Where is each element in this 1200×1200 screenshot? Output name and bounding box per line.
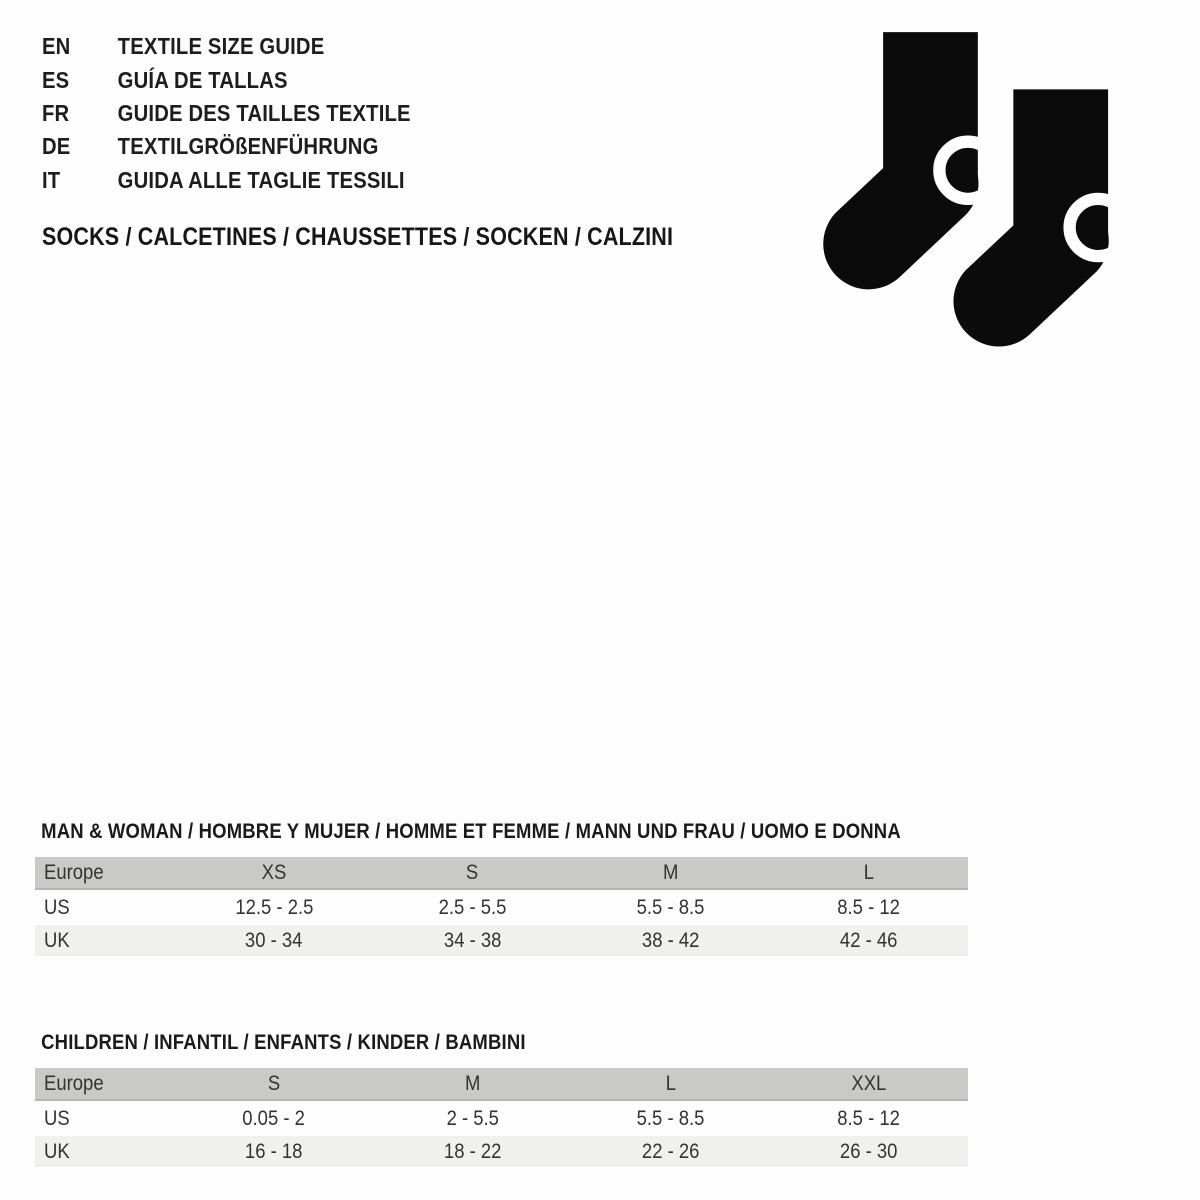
guide-title-it: GUIDA ALLE TAGLIE TESSILI xyxy=(117,166,405,193)
table-row-us xyxy=(35,892,968,923)
column-header-region: Europe xyxy=(44,1071,104,1095)
category-title: SOCKS / CALCETINES / CHAUSSETTES / SOCKEN / CALZINI xyxy=(42,223,674,251)
language-code: EN xyxy=(42,33,71,60)
column-header-region: Europe xyxy=(44,860,104,884)
row-label: UK xyxy=(44,1139,70,1163)
table-row-us xyxy=(35,1103,968,1134)
table-row-uk xyxy=(35,1136,968,1167)
size-value: 26 - 30 xyxy=(840,1139,898,1163)
size-value: 12.5 - 2.5 xyxy=(235,895,314,919)
language-code: IT xyxy=(42,166,61,193)
guide-title-en: TEXTILE SIZE GUIDE xyxy=(117,33,325,60)
size-value: 18 - 22 xyxy=(443,1139,502,1163)
language-row-fr xyxy=(42,97,411,130)
language-row-en xyxy=(42,30,411,63)
sock-left xyxy=(823,32,996,289)
size-value: 0.05 - 2 xyxy=(242,1106,306,1130)
row-label: UK xyxy=(44,928,70,952)
children-size-table xyxy=(35,1031,968,1169)
size-value: 8.5 - 12 xyxy=(837,895,901,919)
column-header-size: L xyxy=(665,1071,676,1095)
language-row-es xyxy=(42,63,411,96)
language-code: DE xyxy=(42,133,71,160)
size-value: 16 - 18 xyxy=(245,1139,303,1163)
size-value: 5.5 - 8.5 xyxy=(636,895,705,919)
guide-title-es: GUÍA DE TALLAS xyxy=(117,66,288,93)
size-value: 34 - 38 xyxy=(443,928,502,952)
adults-table-header-row xyxy=(35,857,968,890)
column-header-size: S xyxy=(267,1071,281,1095)
adults-table-title: MAN & WOMAN / HOMBRE Y MUJER / HOMME ET FEMME / MANN UND FRAU / UOMO E DONNA xyxy=(41,820,901,843)
language-code: ES xyxy=(42,66,70,93)
adults-size-table xyxy=(35,820,968,958)
socks-icon xyxy=(818,32,1114,348)
column-header-size: L xyxy=(863,860,874,884)
children-table-title: CHILDREN / INFANTIL / ENFANTS / KINDER / BAMBINI xyxy=(41,1031,526,1054)
size-value: 5.5 - 8.5 xyxy=(636,1106,705,1130)
size-value: 22 - 26 xyxy=(641,1139,700,1163)
guide-title-de: TEXTILGRÖßENFÜHRUNG xyxy=(117,133,379,160)
children-table-header-row xyxy=(35,1068,968,1101)
size-value: 2.5 - 5.5 xyxy=(438,895,507,919)
column-header-size: M xyxy=(662,860,679,884)
column-header-size: S xyxy=(466,860,479,884)
guide-title-fr: GUIDE DES TAILLES TEXTILE xyxy=(117,99,411,126)
language-list xyxy=(42,30,461,197)
language-row-it xyxy=(42,164,411,197)
language-code: FR xyxy=(42,99,70,126)
size-value: 38 - 42 xyxy=(641,928,700,952)
size-value: 30 - 34 xyxy=(245,928,303,952)
column-header-size: XXL xyxy=(851,1071,887,1095)
row-label: US xyxy=(44,1106,70,1130)
table-row-uk xyxy=(35,925,968,956)
column-header-size: M xyxy=(464,1071,481,1095)
row-label: US xyxy=(44,895,70,919)
size-value: 8.5 - 12 xyxy=(837,1106,901,1130)
column-header-size: XS xyxy=(261,860,287,884)
language-row-de xyxy=(42,130,411,163)
size-value: 42 - 46 xyxy=(840,928,898,952)
size-value: 2 - 5.5 xyxy=(446,1106,499,1130)
